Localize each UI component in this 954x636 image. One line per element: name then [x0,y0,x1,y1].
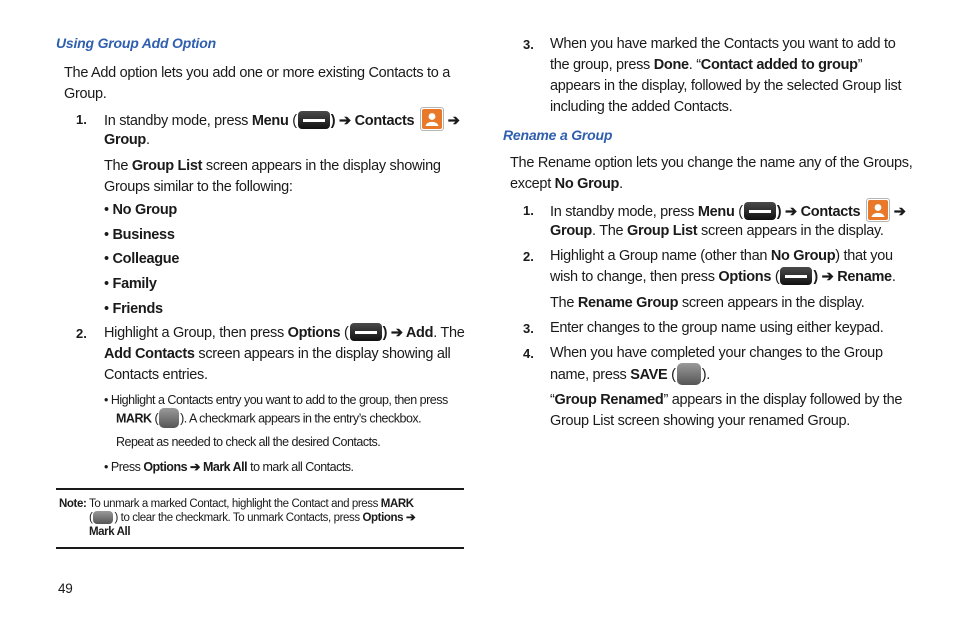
step-number: 3. [523,37,534,52]
mark-bullet-line1: • Highlight a Contacts entry you want to add to the group, then press [104,393,448,407]
group-list-desc-line2: Groups similar to the following: [104,179,293,195]
add-step2-line2: Add Contacts screen appears in the display showing all [104,346,451,362]
page-number: 49 [58,581,73,596]
add-step3-line2: the group, press Done. “Contact added to group” [550,57,863,73]
group-list-item: • No Group [104,202,177,218]
step-number: 1. [523,203,534,218]
mark-bullet-line2: MARK ( ). A checkmark appears in the entry’s checkbox. [116,409,421,429]
note-bottom-rule [56,547,464,549]
add-step1-line1: In standby mode, press Menu ( ) ➔ Contacts ➔ [104,109,460,133]
group-list-desc-line1: The Group List screen appears in the display showing [104,158,441,174]
group-list-item: • Business [104,227,175,243]
add-step3-line1: When you have marked the Contacts you want to add to [550,36,896,52]
group-list-item: • Colleague [104,251,180,267]
note-label: Note: [59,498,87,510]
step-number: 2. [523,249,534,264]
repeat-instruction: Repeat as needed to check all the desired Contacts. [116,435,381,449]
rename-intro-line-2: except No Group. [510,176,623,192]
add-step2-line1: Highlight a Group, then press Options ( ) ➔ Add. The [104,325,465,341]
rename-intro-line-1: The Rename option lets you change the name any of the Groups, [510,155,913,171]
add-step3-line3: appears in the display, followed by the selected Group list [550,78,902,94]
soft-key-icon [93,511,113,524]
soft-key-icon [677,363,701,385]
rename-step2-line2: wish to change, then press Options ( ) ➔ Rename. [550,269,896,285]
menu-key-icon [780,267,812,285]
group-list-item: • Family [104,276,157,292]
group-renamed-line1: “Group Renamed” appears in the display followed by the [550,392,903,408]
section-heading-rename: Rename a Group [503,127,613,143]
rename-step4-line2: name, press SAVE ( ). [550,364,710,386]
add-intro-line-1: The Add option lets you add one or more existing Contacts to a [64,65,451,81]
note-line1: To unmark a marked Contact, highlight the Contact and press MARK [89,498,414,510]
rename-step3-text: Enter changes to the group name using either keypad. [550,320,884,336]
add-step1-line2: Group. [104,132,150,148]
menu-key-icon [350,323,382,341]
rename-step2-line1: Highlight a Group name (other than No Group) that you [550,248,893,264]
menu-key-icon [744,202,776,220]
rename-step1-line2: Group. The Group List screen appears in the display. [550,223,884,239]
rename-screen-desc: The Rename Group screen appears in the display. [550,295,865,311]
menu-key-icon [298,111,330,129]
step-number: 3. [523,321,534,336]
step-number: 1. [76,112,87,127]
note-top-rule [56,488,464,490]
step-number: 4. [523,346,534,361]
contacts-app-icon [866,198,890,222]
mark-all-bullet: • Press Options ➔ Mark All to mark all Contacts. [104,460,354,474]
rename-step4-line1: When you have completed your changes to the Group [550,345,883,361]
step-number: 2. [76,326,87,341]
note-line3: Mark All [89,526,131,538]
section-heading-add-option: Using Group Add Option [56,35,216,51]
note-line2: ( ) to clear the checkmark. To unmark Contacts, press Options ➔ [89,512,416,524]
group-list-item: • Friends [104,301,163,317]
contacts-app-icon [420,107,444,131]
group-renamed-line2: Group List screen showing your renamed Group. [550,413,851,429]
add-step2-line3: Contacts entries. [104,367,208,383]
add-intro-line-2: Group. [64,86,107,102]
rename-step1-line1: In standby mode, press Menu ( ) ➔ Contacts ➔ [550,200,906,224]
soft-key-icon [159,408,179,428]
add-step3-line4: including the added Contacts. [550,99,733,115]
